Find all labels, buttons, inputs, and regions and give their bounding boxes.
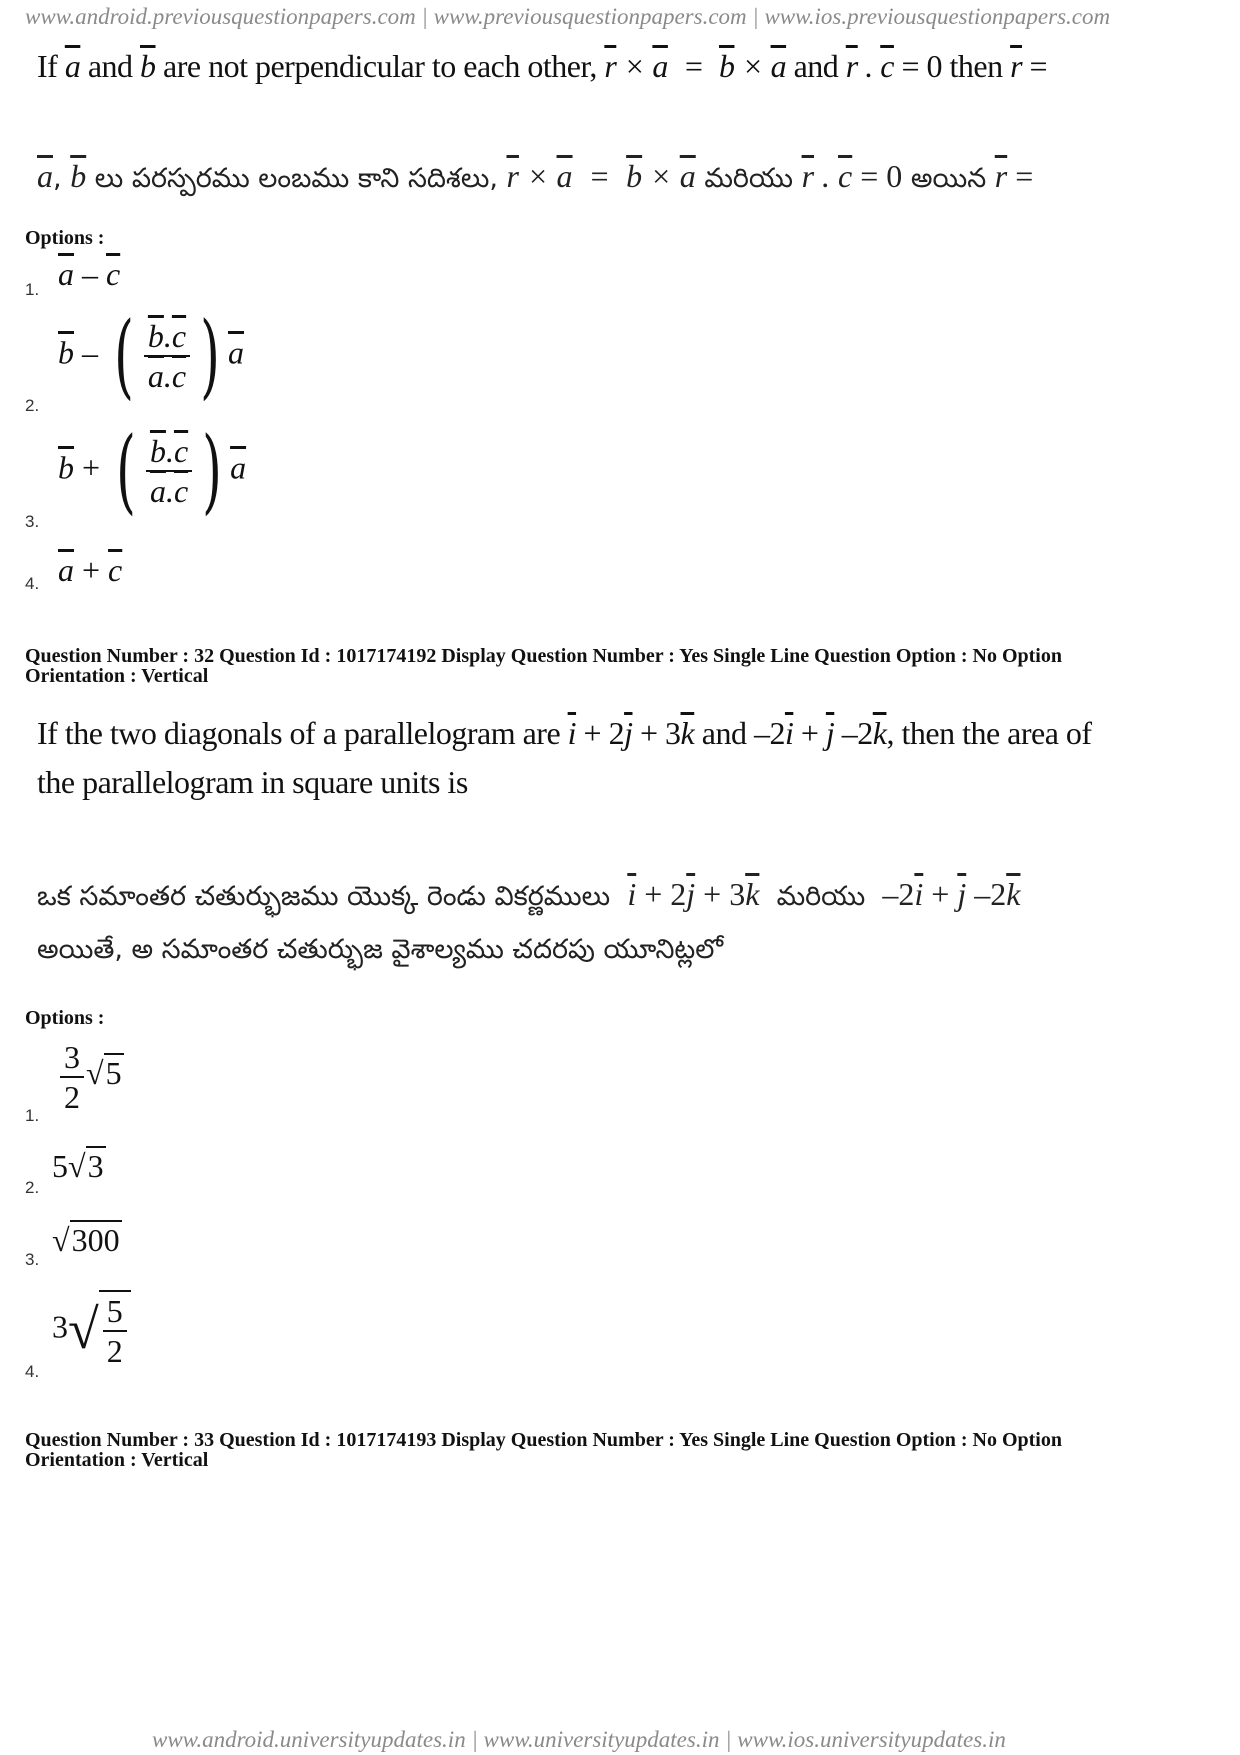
q31-english-text: If $\overline{a}$ and $\overline{b}$ are not perpendicular to each other, $\overline{r} \times \overline{a} = \overline{b} \times \overline{a}$ and $\overline{r}$ . $\overline{c} = 0$ then $\overline{r}$ = [37, 48, 1048, 84]
q32-option-1-formula: $\frac{3}{2}$ √5 [58, 1038, 124, 1116]
header-watermark: www.android.previousquestionpapers.com | www.previousquestionpapers.com | www.ios.previousquestionpapers.com [25, 4, 1111, 29]
q31-option-2-formula: $\overline{b}$ – ( $\frac{\overline{b}.\overline{c}}{\overline{a}.\overline{c}}$ ) $\overline{a}$ [58, 302, 245, 409]
q31-option-3-formula: $\overline{b}$ + ( $\frac{\overline{b}.\overline{c}}{\overline{a}.\overline{c}}$ ) $\overline{a}$ [58, 417, 247, 524]
q33-meta-line-2: Orientation : Vertical [25, 1449, 209, 1471]
q32-options-label: Options : [25, 1007, 105, 1029]
q32-meta-line-2: Orientation : Vertical [25, 665, 209, 687]
q32-telugu-line-2: అయితే, అ సమాంతర చతుర్భుజ వైశాల్యము చదరపు యూనిట్లలో [37, 934, 724, 965]
q32-option-2-number: 2. [25, 1178, 40, 1197]
q31-option-3-number: 3. [25, 512, 40, 531]
footer-watermark: www.android.universityupdates.in | www.universityupdates.in | www.ios.universityupdates.in [152, 1727, 1006, 1752]
q32-option-3-formula: √300 [52, 1222, 120, 1258]
q31-telugu-text: $\overline{a}$, $\overline{b}$ లు పరస్పరము లంబము కాని సదిశలు, $\overline{r} \times \overline{a} = \overline{b} \times \overline{a}$ మరియు $\overline{r}$ . $\overline{c} = 0$ అయిన $\overline{r}$ = [37, 158, 1034, 194]
q31-option-4-formula: $\overline{a} + \overline{c}$ [58, 552, 123, 588]
q31-option-1-number: 1. [25, 280, 40, 299]
q32-option-1-number: 1. [25, 1106, 40, 1125]
q32-option-3-number: 3. [25, 1250, 40, 1269]
q31-option-4-number: 4. [25, 574, 40, 593]
q32-telugu-line-1: ఒక సమాంతర చతుర్భుజము యొక్క రెండు వికర్ణములు $\overline{i} + 2\overline{j} + 3\overline{k}$ మరియు $-2\overline{i} + \overline{j}$ $-2\overline{k}$ [37, 876, 1021, 912]
q31-option-2-number: 2. [25, 396, 40, 415]
q32-meta-line-1: Question Number : 32 Question Id : 1017174192 Display Question Number : Yes Single Line Question Option : No Option [25, 645, 1062, 667]
q32-option-4-number: 4. [25, 1362, 40, 1381]
q32-option-2-formula: 5√3 [52, 1148, 104, 1184]
q32-english-line-2: the parallelogram in square units is [37, 764, 468, 800]
q32-option-4-formula: 3√ $\frac{5}{2}$ [52, 1290, 131, 1370]
q33-meta-line-1: Question Number : 33 Question Id : 1017174193 Display Question Number : Yes Single Line Question Option : No Option [25, 1429, 1062, 1451]
q32-english-line-1: If the two diagonals of a parallelogram are $\overline{i} + 2\overline{j} + 3\overline{k}$ and $-2\overline{i} + \overline{j}$ $-2\overline{k}$, then the area of [37, 715, 1092, 751]
q31-option-1-formula: $\overline{a} - \overline{c}$ [58, 256, 121, 292]
q31-options-label: Options : [25, 227, 105, 249]
